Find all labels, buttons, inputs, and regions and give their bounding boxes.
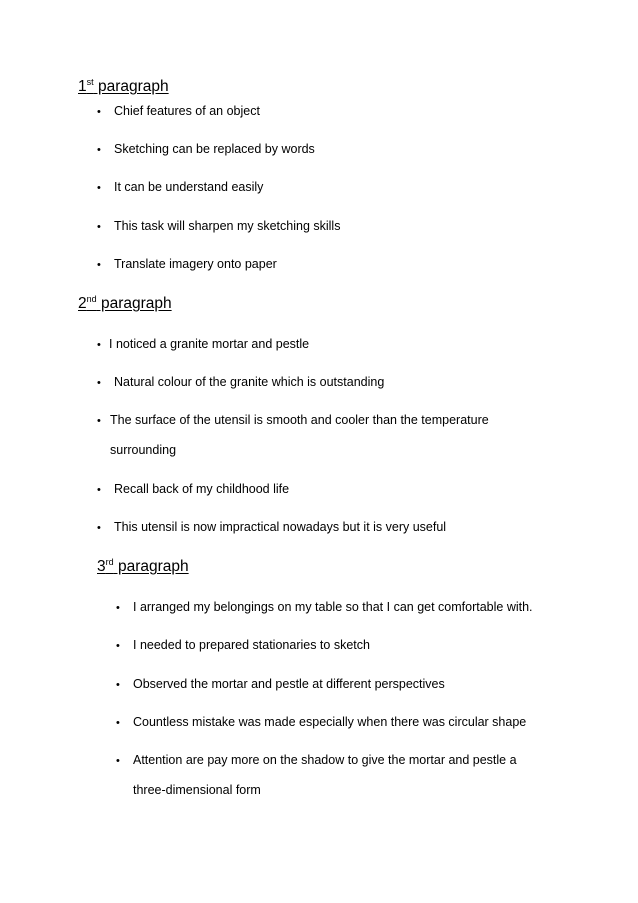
bullet-icon: • — [97, 377, 101, 389]
bullet-icon: • — [116, 640, 120, 652]
bullet-icon: • — [97, 339, 101, 351]
list-item-text: I arranged my belongings on my table so that I can get comfortable with. — [133, 600, 533, 614]
bullet-icon: • — [97, 259, 101, 271]
section-heading-1 — [78, 78, 169, 96]
bullet-icon: • — [97, 415, 101, 427]
list-item-text: Observed the mortar and pestle at different perspectives — [133, 677, 445, 691]
section-heading-2 — [78, 295, 172, 313]
list-item-text: Natural colour of the granite which is outstanding — [114, 375, 385, 389]
heading-number: 3 — [97, 558, 106, 575]
list-item-text: I noticed a granite mortar and pestle — [109, 337, 310, 351]
heading-word: paragraph — [93, 78, 169, 95]
list-item-text: I needed to prepared stationaries to sketch — [133, 638, 370, 652]
heading-number: 2 — [78, 295, 87, 312]
list-item-text: Recall back of my childhood life — [114, 482, 290, 496]
bullet-icon: • — [97, 106, 101, 118]
list-item-text: The surface of the utensil is smooth and cooler than the temperature — [110, 413, 489, 427]
list-item-text: Sketching can be replaced by words — [114, 142, 315, 156]
bullet-icon: • — [116, 602, 120, 614]
list-item-text: Translate imagery onto paper — [114, 257, 277, 271]
list-item-text: Countless mistake was made especially when there was circular shape — [133, 715, 527, 729]
heading-word: paragraph — [113, 558, 189, 575]
bullet-icon: • — [97, 484, 101, 496]
list-item-text-continuation: three-dimensional form — [133, 783, 261, 797]
heading-number: 1 — [78, 78, 87, 95]
bullet-icon: • — [97, 522, 101, 534]
bullet-icon: • — [97, 144, 101, 156]
bullet-icon: • — [116, 679, 120, 691]
bullet-icon: • — [97, 182, 101, 194]
heading-ordinal-suffix: rd — [105, 557, 114, 567]
heading-ordinal-suffix: st — [86, 77, 94, 87]
bullet-icon: • — [97, 221, 101, 233]
list-item-text: It can be understand easily — [114, 180, 264, 194]
list-item-text: This task will sharpen my sketching skills — [114, 219, 341, 233]
list-item-text: This utensil is now impractical nowadays but it is very useful — [114, 520, 447, 534]
heading-ordinal-suffix: nd — [86, 294, 97, 304]
section-heading-3 — [97, 558, 189, 576]
list-item-text: Chief features of an object — [114, 104, 260, 118]
bullet-icon: • — [116, 717, 120, 729]
list-item-text: Attention are pay more on the shadow to give the mortar and pestle a — [133, 753, 517, 767]
heading-word: paragraph — [96, 295, 172, 312]
bullet-icon: • — [116, 755, 120, 767]
list-item-text-continuation: surrounding — [110, 443, 177, 457]
